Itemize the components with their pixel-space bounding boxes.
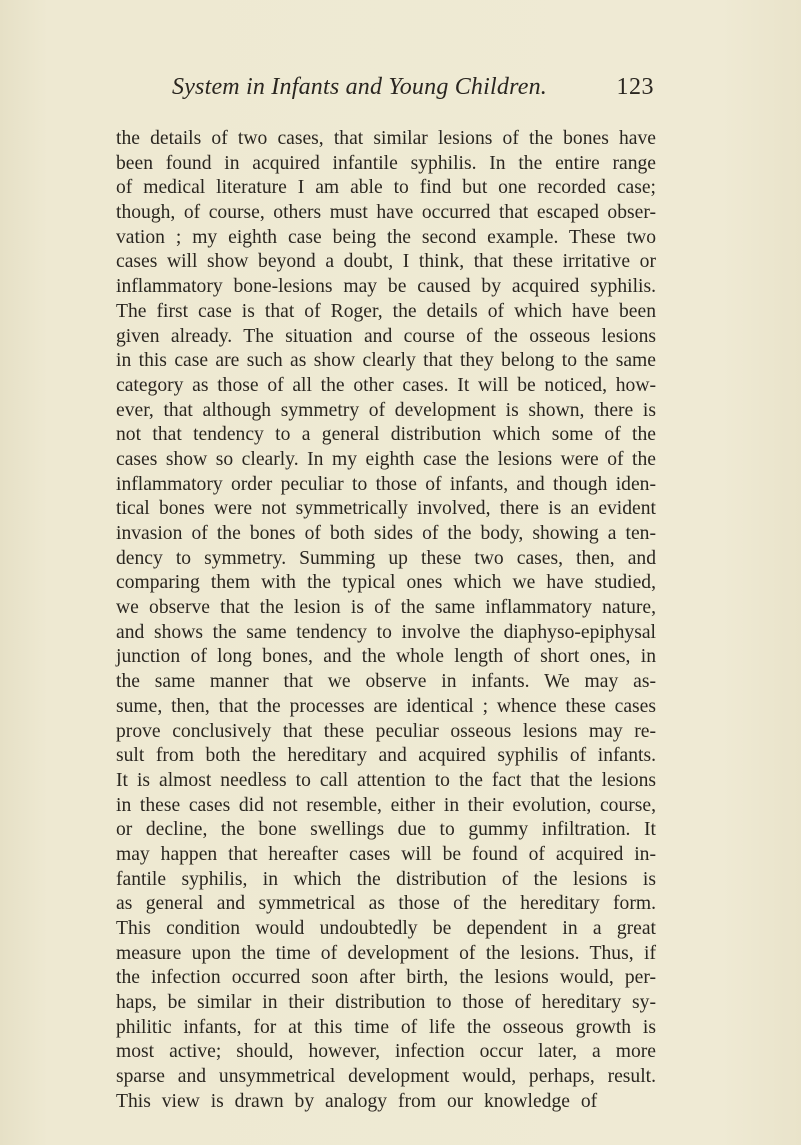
text-line: This condition would undoubtedly be dependent in a great (116, 918, 656, 939)
page-number: 123 (616, 74, 654, 100)
text-line: invasion of the bones of both sides of the body, showing a ten- (116, 523, 656, 544)
text-line: not that tendency to a general distribution which some of the (116, 424, 656, 446)
text-line: sult from both the hereditary and acquired syphilis of infants. (116, 745, 656, 767)
text-line: given already. The situation and course of the osseous lesions (116, 325, 656, 347)
text-line: junction of long bones, and the whole length of short ones, in (116, 646, 656, 668)
text-line: inflammatory bone-lesions may be caused by acquired syphilis. (116, 276, 656, 298)
text-line: fantile syphilis, in which the distribution of the lesions is (116, 868, 656, 890)
text-line: vation ; my eighth case being the second example. These two (116, 226, 656, 248)
text-line: comparing them with the typical ones which we have studied, (116, 572, 656, 594)
text-line: sparse and unsymmetrical development would, perhaps, result. (116, 1066, 656, 1088)
text-line: and shows the same tendency to involve the diaphyso-epiphysal (116, 621, 656, 643)
text-line: haps, be similar in their distribution to those of hereditary sy- (116, 992, 656, 1014)
text-line: dency to symmetry. Summing up these two cases, then, and (116, 547, 656, 569)
text-line: cases show so clearly. In my eighth case the lesions were of the (116, 448, 656, 470)
text-line: as general and symmetrical as those of the hereditary form. (116, 893, 656, 915)
text-line: cases will show beyond a doubt, I think, that these irritative or (116, 251, 656, 273)
text-line: the infection occurred soon after birth, the lesions would, per- (116, 967, 656, 989)
text-line: inflammatory order peculiar to those of infants, and though iden- (116, 473, 656, 495)
text-line: we observe that the lesion is of the same inflammatory nature, (116, 597, 656, 619)
text-line: though, of course, others must have occurred that escaped obser- (116, 202, 656, 224)
running-head (172, 70, 654, 104)
text-line: tical bones were not symmetrically involved, there is an evident (116, 498, 656, 520)
text-line: in these cases did not resemble, either in their evolution, course, (116, 794, 656, 816)
text-line: This view is drawn by analogy from our knowledge of (116, 1090, 598, 1112)
text-line: The first case is that of Roger, the details of which have been (116, 300, 656, 322)
text-line: been found in acquired infantile syphilis. In the entire range (116, 152, 656, 174)
text-line: prove conclusively that these peculiar osseous lesions may re- (116, 720, 656, 742)
text-line: the details of two cases, that similar lesions of the bones have (116, 128, 656, 149)
text-line: sume, then, that the processes are identical ; whence these cases (116, 695, 656, 717)
text-line: may happen that hereafter cases will be found of acquired in- (116, 843, 656, 865)
text-line: most active; should, however, infection occur later, a more (116, 1041, 656, 1063)
text-line: in this case are such as show clearly that they belong to the same (116, 350, 656, 372)
text-line: or decline, the bone swellings due to gummy infiltration. It (116, 819, 656, 841)
text-line: measure upon the time of development of the lesions. Thus, if (116, 942, 656, 964)
text-line: category as those of all the other cases. It will be noticed, how- (116, 374, 656, 396)
text-line: It is almost needless to call attention to the fact that the lesions (116, 769, 656, 791)
body-text (116, 127, 656, 1115)
running-title: System in Infants and Young Children. (172, 74, 547, 100)
text-line: of medical literature I am able to find but one recorded case; (116, 177, 656, 199)
text-line: ever, that although symmetry of development is shown, there is (116, 399, 656, 421)
text-line: philitic infants, for at this time of life the osseous growth is (116, 1016, 656, 1038)
text-line: the same manner that we observe in infants. We may as- (116, 671, 656, 693)
